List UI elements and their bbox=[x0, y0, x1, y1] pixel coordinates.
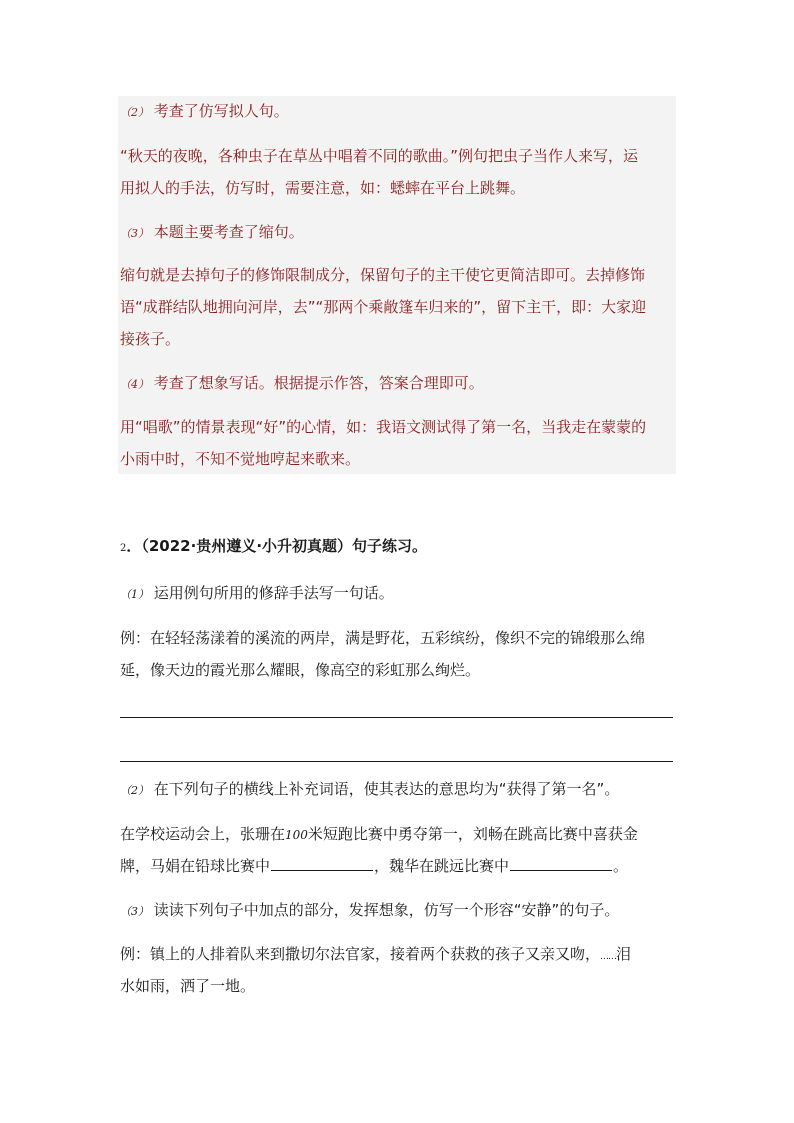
question2-part3-heading bbox=[120, 900, 619, 922]
sentence-segment: 牌，马娟在铅球比赛中 bbox=[120, 857, 271, 875]
sentence-segment: 米短跑比赛中勇夺第一，刘畅在跳高比赛中喜获金 bbox=[307, 825, 638, 843]
answer-q3-explanation-line1: 缩句就是去掉句子的修饰限制成分，保留句子的主干使它更简洁即可。去掉修饰 bbox=[120, 266, 646, 284]
answer-q4-explanation-line2: 小雨中时，不知不觉地哼起来歌来。 bbox=[120, 450, 361, 468]
question2-title bbox=[120, 536, 427, 559]
question2-part1-label: （1） bbox=[120, 588, 149, 601]
answer-q3-label: （3） bbox=[120, 227, 149, 240]
question2-part3-example-line1 bbox=[120, 944, 631, 967]
answer-q4-text: 考查了想象写话。根据提示作答，答案合理即可。 bbox=[153, 374, 484, 392]
sentence-segment: 。 bbox=[613, 857, 629, 875]
sentence-segment: 泪 bbox=[616, 945, 632, 963]
fill-blank-shot-put[interactable] bbox=[271, 856, 373, 871]
question2-part1-heading bbox=[120, 583, 394, 605]
answer-q3-explanation-line3: 接孩子。 bbox=[120, 330, 181, 348]
question2-part1-example-line2: 延，像天边的霞光那么耀眼，像高空的彩虹那么绚烂。 bbox=[120, 661, 481, 679]
question2-part1-text: 运用例句所用的修辞手法写一句话。 bbox=[153, 584, 394, 602]
question2-part1-example-line1: 例：在轻轻荡漾着的溪流的两岸，满是野花，五彩缤纷，像织不完的锦缎那么绵 bbox=[120, 629, 646, 647]
answer-q2-explanation-line1: “秋天的夜晚，各种虫子在草丛中唱着不同的歌曲。”例句把虫子当作人来写，运 bbox=[120, 147, 639, 165]
ellipsis: …… bbox=[600, 952, 617, 962]
fill-blank-long-jump[interactable] bbox=[510, 856, 612, 871]
answer-write-line-1[interactable] bbox=[120, 717, 673, 718]
question2-part2-heading bbox=[120, 779, 619, 801]
question2-part3-label: （3） bbox=[120, 905, 149, 918]
question2-part2-label: （2） bbox=[120, 784, 149, 797]
answer-q3-heading bbox=[120, 222, 304, 244]
answer-q2-text: 考查了仿写拟人句。 bbox=[153, 102, 289, 120]
answer-q4-heading bbox=[120, 373, 484, 395]
question2-number: 2 bbox=[120, 543, 127, 554]
answer-write-line-2[interactable] bbox=[120, 761, 673, 762]
question2-part2-sentence-line1 bbox=[120, 824, 638, 845]
answer-q2-explanation-line2: 用拟人的手法，仿写时，需要注意，如：蟋蟀在平台上跳舞。 bbox=[120, 179, 526, 197]
question2-part3-example-line2: 水如雨，洒了一地。 bbox=[120, 977, 256, 995]
sentence-segment: 例：镇上的人排着队来到撒切尔法官家，接着两个获救的孩子又亲又吻， bbox=[120, 945, 601, 963]
answer-q4-explanation-line1: 用“唱歌”的情景表现“好”的心情，如：我语文测试得了第一名，当我走在蒙蒙的 bbox=[120, 418, 647, 436]
sentence-number: 100 bbox=[285, 828, 308, 842]
answer-q3-explanation-line2: 语“成群结队地拥向河岸，去”“那两个乘敞篷车归来的”，留下主干，即：大家迎 bbox=[120, 298, 647, 316]
question2-title-text: ．（2022·贵州遵义·小升初真题）句子练习。 bbox=[126, 537, 428, 555]
answer-q2-heading bbox=[120, 101, 289, 123]
sentence-segment: 在学校运动会上，张珊在 bbox=[120, 825, 286, 843]
answer-q4-label: （4） bbox=[120, 378, 149, 391]
sentence-segment: ，魏华在跳远比赛中 bbox=[374, 857, 510, 875]
answer-q3-text: 本题主要考查了缩句。 bbox=[153, 223, 304, 241]
answer-q2-label: （2） bbox=[120, 106, 149, 119]
question2-part2-text: 在下列句子的横线上补充词语，使其表达的意思均为“获得了第一名”。 bbox=[153, 780, 620, 798]
question2-part3-text: 读读下列句子中加点的部分，发挥想象，仿写一个形容“安静”的句子。 bbox=[153, 901, 620, 919]
question2-part2-sentence-line2 bbox=[120, 856, 628, 876]
